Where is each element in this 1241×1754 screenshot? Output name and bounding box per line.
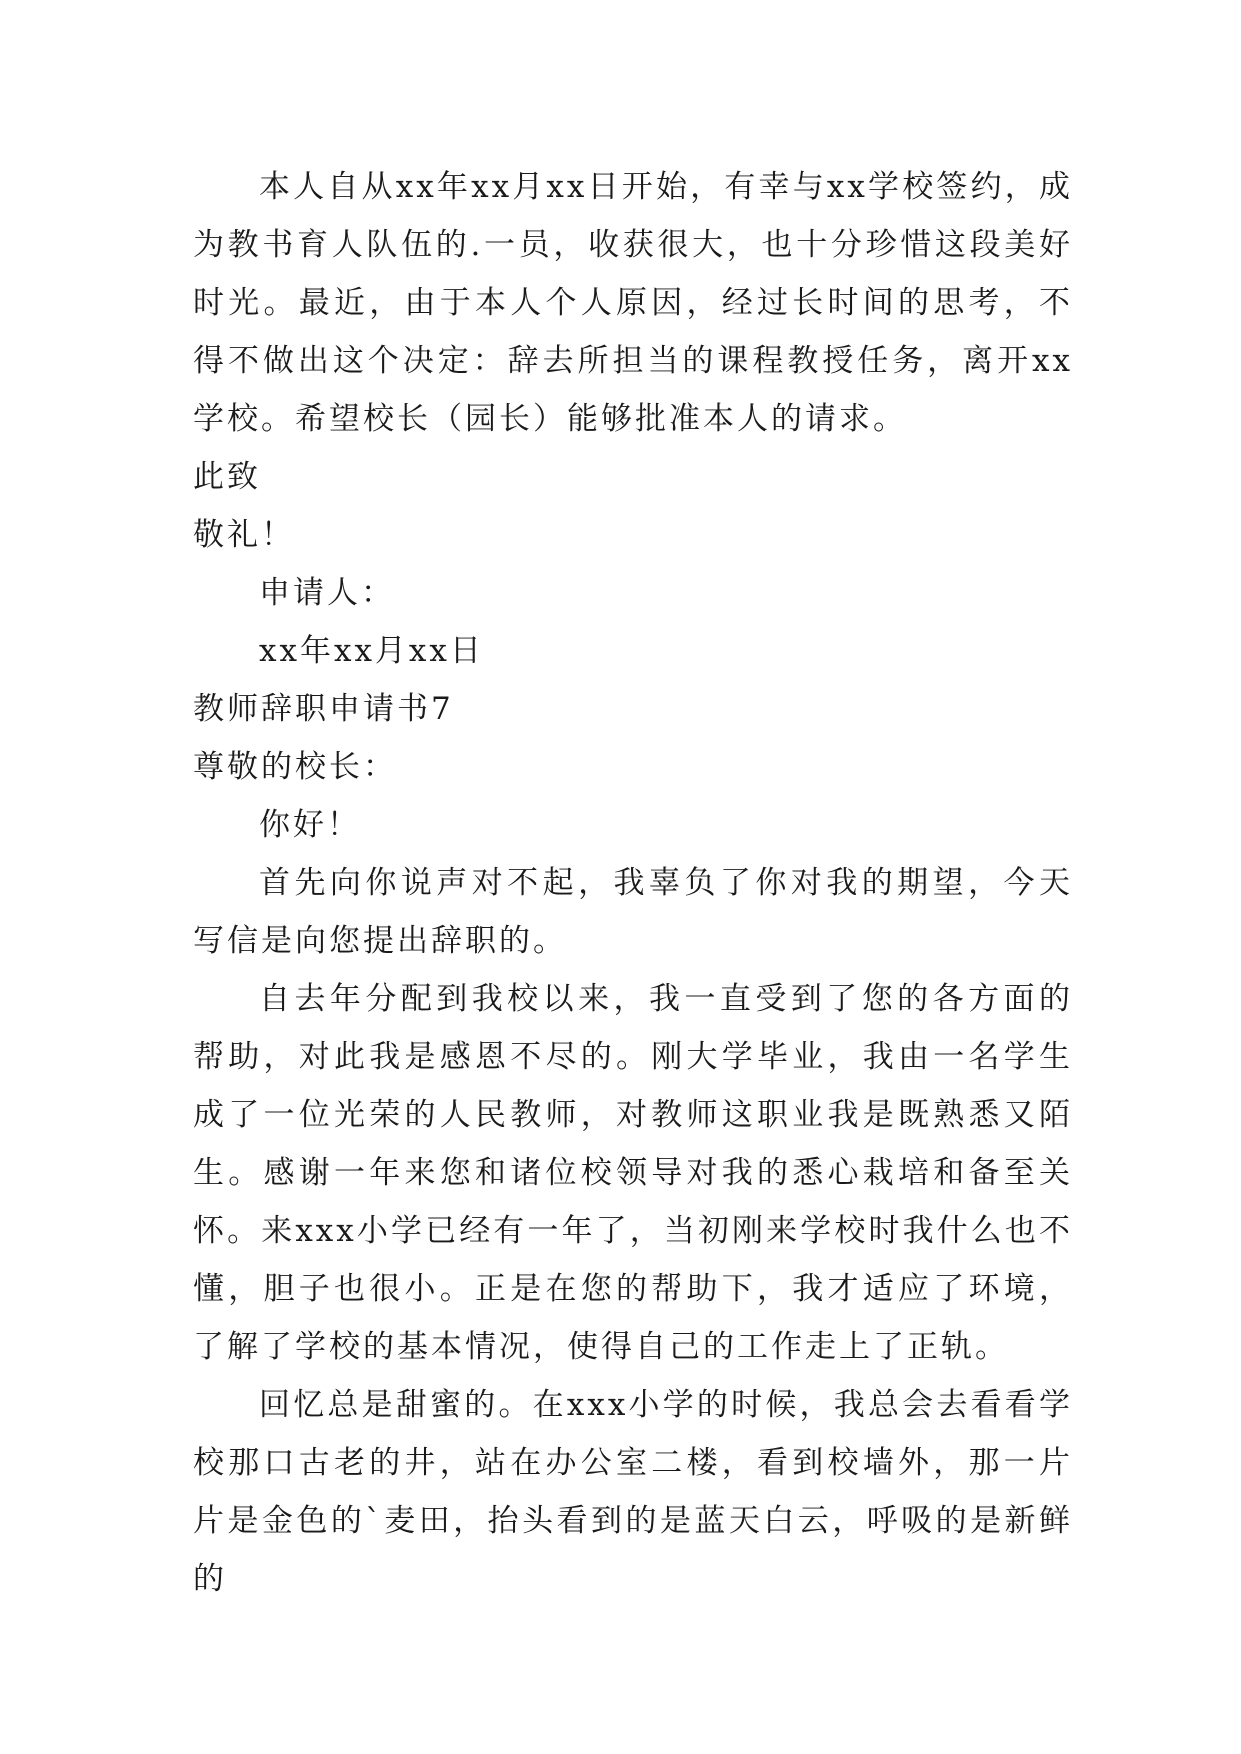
paragraph-apology: 首先向你说声对不起，我辜负了你对我的期望，今天写信是向您提出辞职的。 [193, 865, 1073, 959]
closing-salutation-2: 敬礼！ [193, 517, 295, 553]
paragraph-memories: 回忆总是甜蜜的。在xxx小学的时候，我总会去看看学校那口古老的井，站在办公室二楼，看到校墙外，那一片片是金色的`麦田，抬头看到的是蓝天白云，呼吸的是新鲜的 [193, 1387, 1073, 1597]
document-body [193, 158, 1073, 1608]
date-line: xx年xx月xx日 [259, 633, 484, 669]
salutation: 尊敬的校长： [193, 749, 397, 785]
applicant-label: 申请人： [259, 575, 395, 611]
paragraph-intro: 本人自从xx年xx月xx日开始，有幸与xx学校签约，成为教书育人队伍的.一员，收获很大，也十分珍惜这段美好时光。最近，由于本人个人原因，经过长时间的思考，不得不做出这个决定：辞去所担当的课程教授任务，离开xx学校。希望校长（园长）能够批准本人的请求。 [193, 169, 1073, 437]
closing-salutation-1: 此致 [193, 459, 261, 495]
paragraph-gratitude: 自去年分配到我校以来，我一直受到了您的各方面的帮助，对此我是感恩不尽的。刚大学毕业，我由一名学生成了一位光荣的人民教师，对教师这职业我是既熟悉又陌生。感谢一年来您和诸位校领导对我的悉心栽培和备至关怀。来xxx小学已经有一年了，当初刚来学校时我什么也不懂，胆子也很小。正是在您的帮助下，我才适应了环境，了解了学校的基本情况，使得自己的工作走上了正轨。 [193, 981, 1073, 1365]
greeting: 你好！ [259, 807, 361, 843]
section-title: 教师辞职申请书7 [193, 691, 454, 727]
